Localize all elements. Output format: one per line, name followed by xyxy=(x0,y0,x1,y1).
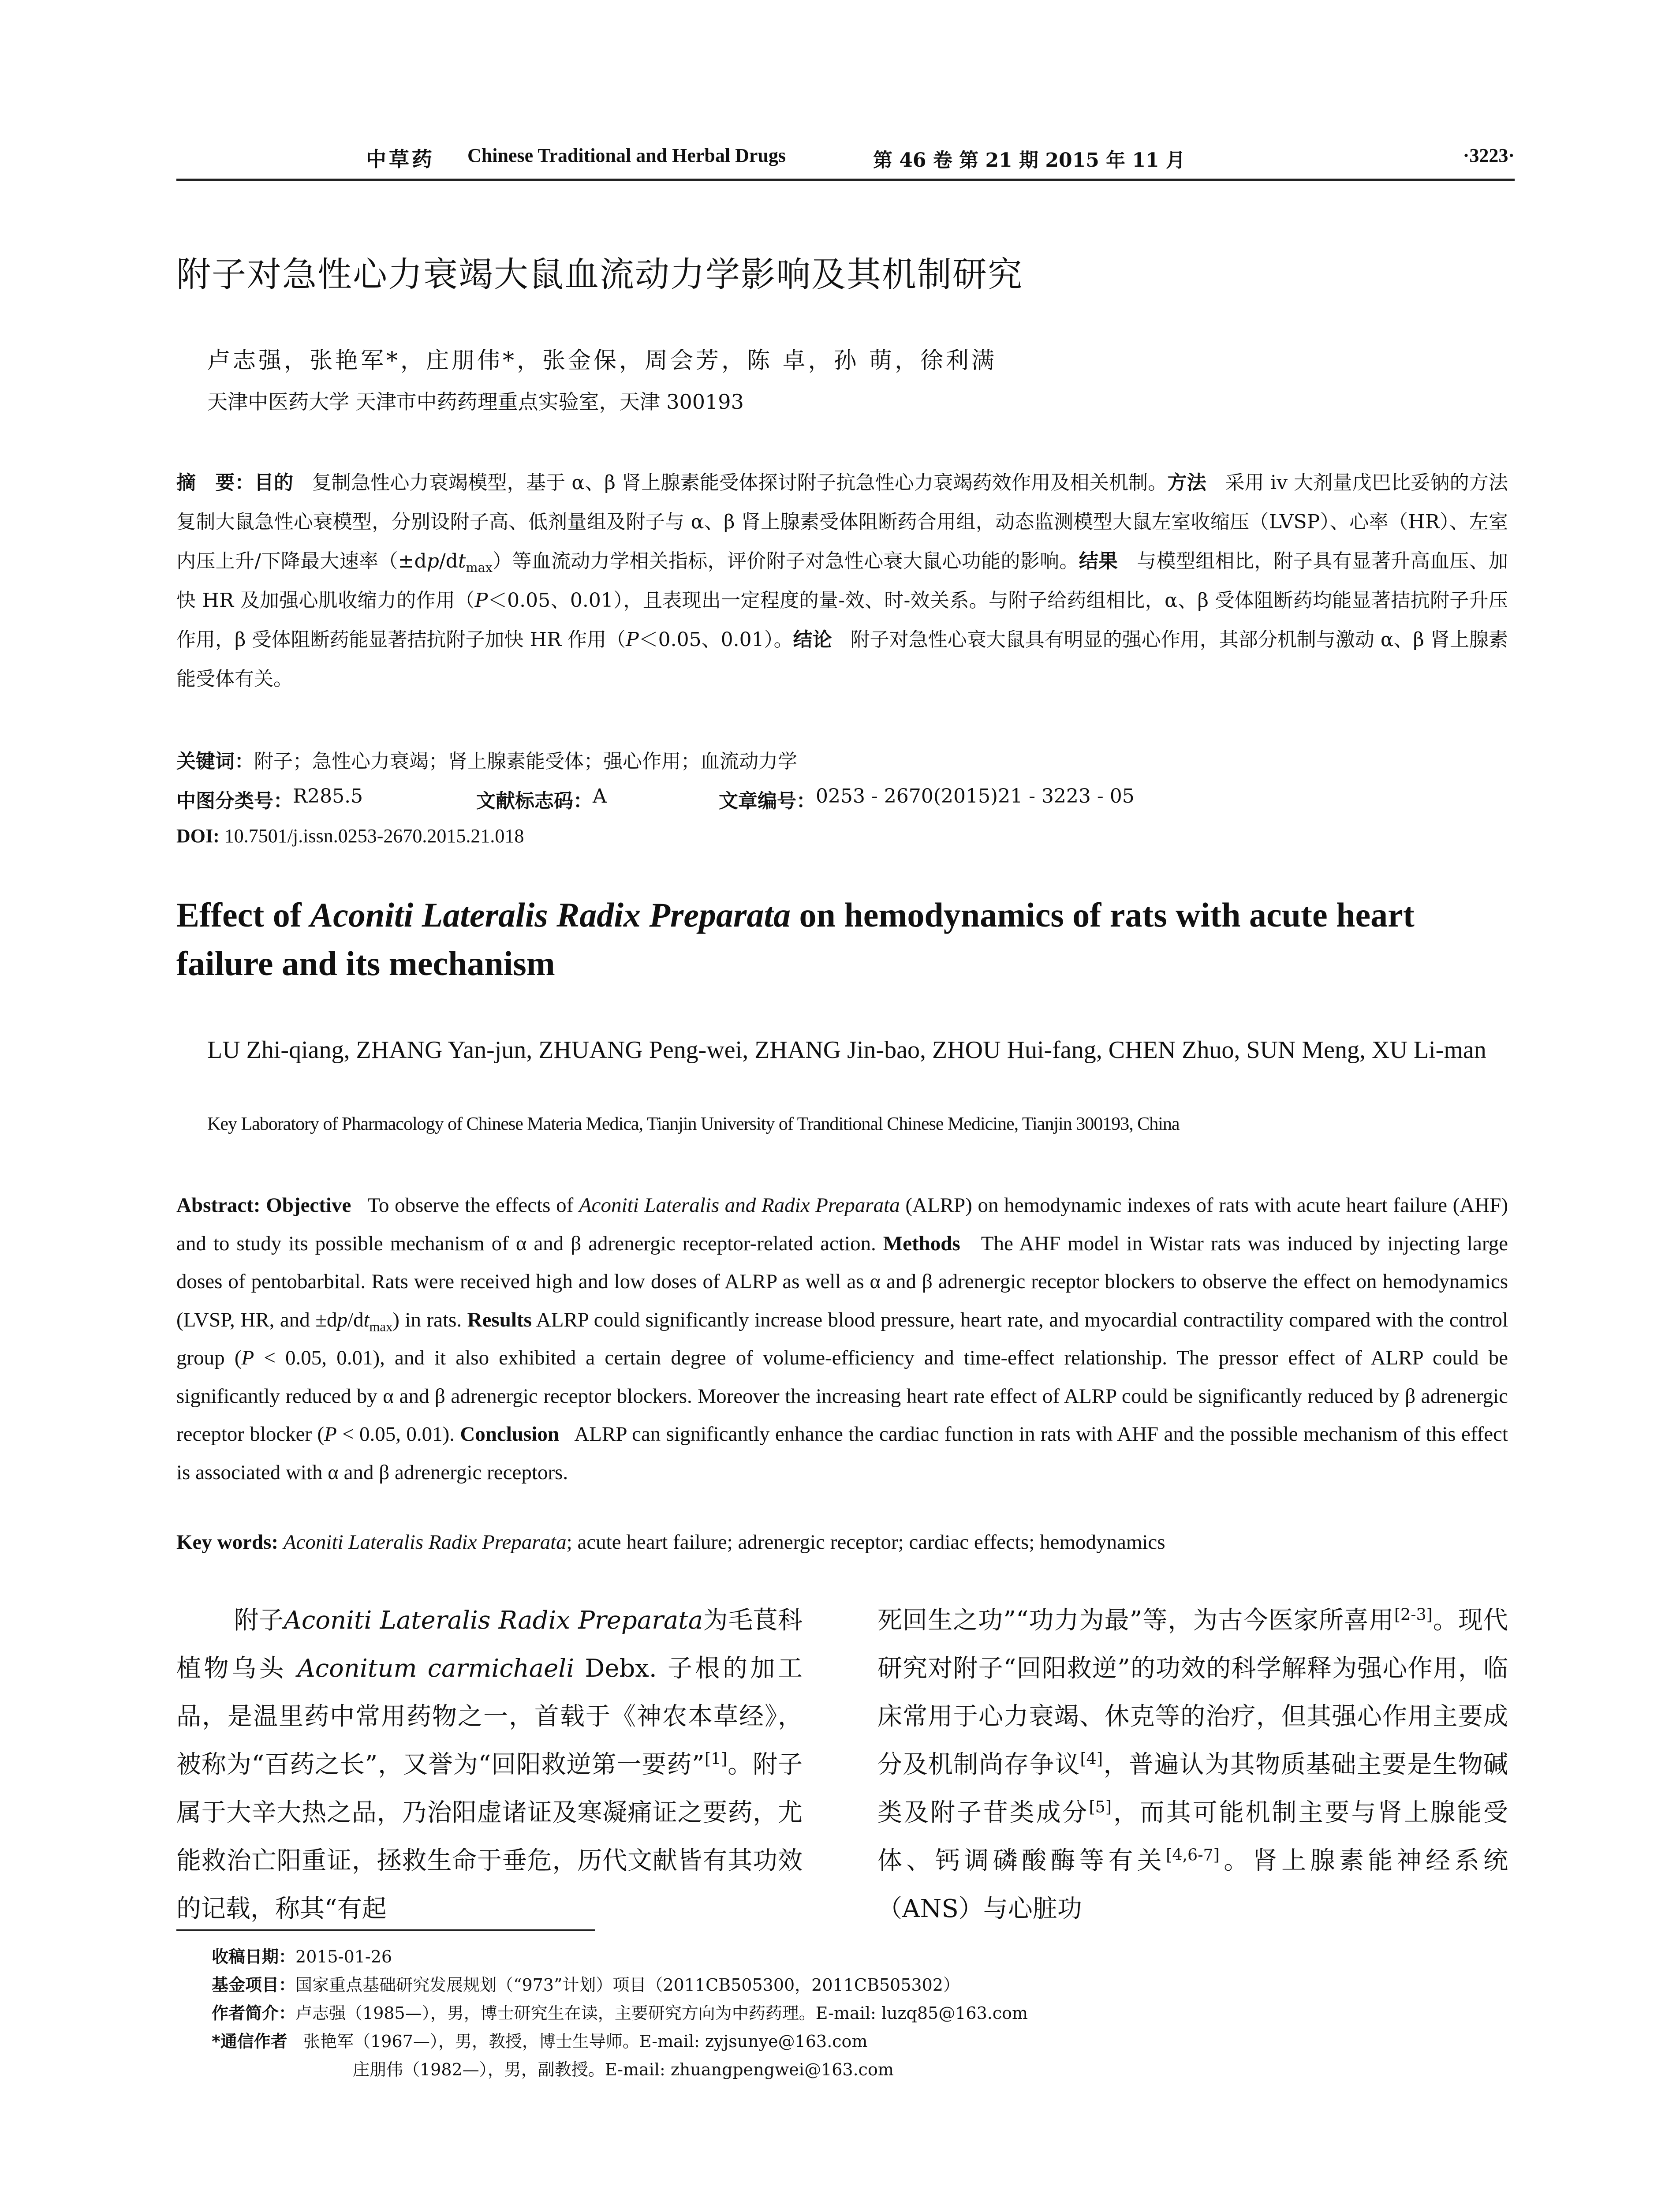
corr-author-1: 张艳军（1967—），男，教授，博士生导师。E-mail: zyjsunye@163.com xyxy=(303,2032,868,2051)
abstract-en xyxy=(176,1186,1508,1491)
body-column-right xyxy=(877,1596,1508,1933)
methods-label-en: Methods xyxy=(883,1232,960,1255)
body-left-d: 。附子属于大辛大热之品，乃治阳虚诸证及寒凝痛证之要药，尤能救治亡阳重证，拯救生命于垂危，历代文献皆有其功效的记载，称其“有起 xyxy=(176,1750,803,1923)
methods-cn-slash: /d xyxy=(439,550,458,572)
methods-en-a: The AHF model in Wistar rats was induced by injecting large doses of pentobarbital. Rats were received high and low doses of ALRP as well as α and β adrenergic receptor blockers to observe the effect on hemodynamics (LVSP, HR, and ±d xyxy=(176,1232,1508,1331)
results-en-c: < 0.05, 0.01). xyxy=(336,1423,455,1446)
journal-name-en: Chinese Traditional and Herbal Drugs xyxy=(467,145,786,166)
body-right-d: ，而其可能机制主要与肾上腺能受体、钙调磷酸酶等有关 xyxy=(877,1798,1508,1875)
objective-label-cn: 目的 xyxy=(254,471,294,494)
conclusion-label-en: Conclusion xyxy=(460,1423,559,1446)
results-cn-p1: P xyxy=(474,589,488,612)
body-right-a: 死回生之功”“功力为最”等，为古今医家所喜用 xyxy=(877,1606,1394,1635)
abstract-cn-label: 摘 要： xyxy=(176,471,254,494)
keywords-cn-text: 附子；急性心力衰竭；肾上腺素能受体；强心作用；血流动力学 xyxy=(254,750,797,773)
bio-label: 作者简介： xyxy=(212,2003,296,2023)
title-en-italic: Aconiti Lateralis Radix Preparata xyxy=(310,896,791,934)
keywords-cn xyxy=(176,745,1508,774)
body-column-left xyxy=(176,1596,803,1933)
paper-title-en xyxy=(176,891,1517,988)
doc-code-label: 文献标志码： xyxy=(476,790,593,812)
authors-cn: 卢志强，张艳军*，庄朋伟*，张金保，周会芳，陈 卓，孙 萌，徐利满 xyxy=(207,348,997,374)
footnotes xyxy=(212,1943,1517,2084)
results-cn-p2: P xyxy=(626,628,639,651)
results-cn-b: ＜0.05、0.01），且表现出一定程度的量-效、时-效关系。与附子给药组相比，α、β 受体阻断药均能显著拮抗附子升压作用，β 受体阻断药能显著拮抗附子加快 HR 作用（ xyxy=(176,589,1508,651)
footnote-fund xyxy=(212,1971,1517,1999)
keywords-en-italic: Aconiti Lateralis Radix Preparata xyxy=(283,1531,567,1554)
corr-label: *通信作者 xyxy=(212,2032,287,2051)
objective-en-italic: Aconiti Lateralis and Radix Preparata xyxy=(579,1194,900,1217)
footnote-bio xyxy=(212,1999,1517,2027)
doi-label: DOI: xyxy=(176,825,220,847)
methods-label-cn: 方法 xyxy=(1167,471,1206,494)
objective-en-a: To observe the effects of xyxy=(367,1194,579,1217)
abstract-cn xyxy=(176,463,1508,699)
title-en-post: on hemodynamics of rats with acute heart failure and its mechanism xyxy=(176,896,1415,983)
methods-en-b: ) in rats. xyxy=(392,1308,462,1331)
results-en-p2: P xyxy=(324,1423,337,1446)
methods-cn-max: max xyxy=(466,560,493,575)
conclusion-label-cn: 结论 xyxy=(793,628,832,651)
results-label-cn: 结果 xyxy=(1079,550,1118,572)
body-right-b: 。现代研究对附子“回阳救逆”的功效的科学解释为强心作用，临床常用于心力衰竭、休克等的治疗，但其强心作用主要成分及机制尚存争议 xyxy=(877,1606,1508,1779)
conclusion-en: ALRP can significantly enhance the cardiac function in rats with AHF and the possible mechanism of this effect is associated with α and β adrenergic receptors. xyxy=(176,1423,1508,1484)
body-left-latin1: Aconiti Lateralis Radix Preparata xyxy=(284,1606,703,1635)
affiliation-en: Key Laboratory of Pharmacology of Chinese Materia Medica, Tianjin University of Tranditional Chinese Medicine, Tianjin 300193, China xyxy=(207,1114,1180,1134)
results-en-b: < 0.05, 0.01), and it also exhibited a certain degree of volume-efficiency and time-effect relationship. The pressor effect of ALRP could be significantly reduced by α and β adrenergic receptor blockers. Moreover the increasing heart rate effect of ALRP could be significantly reduced by β adrenergic receptor blocker ( xyxy=(176,1346,1508,1446)
body-left-a: 附子 xyxy=(234,1606,284,1635)
results-cn-c: ＜0.05、0.01）。 xyxy=(638,628,793,651)
doc-code-value: A xyxy=(593,785,607,807)
methods-en-t: t xyxy=(363,1308,370,1331)
received-label: 收稿日期： xyxy=(212,1947,296,1966)
body-left-b: 为毛茛科植物乌头 xyxy=(176,1606,803,1683)
results-cn-a: 与模型组相比，附子具有显著升高血压、加快 HR 及加强心肌收缩力的作用（ xyxy=(176,550,1508,612)
paper-title-cn: 附子对急性心力衰竭大鼠血流动力学影响及其机制研究 xyxy=(176,255,1023,295)
citation-4-6-7[interactable]: [4,6-7] xyxy=(1166,1845,1220,1865)
objective-en-b: (ALRP) on hemodynamic indexes of rats with acute heart failure (AHF) and to study its possible mechanism of α and β adrenergic receptor-related action. xyxy=(176,1194,1508,1255)
body-left-latin2: Aconitum carmichaeli xyxy=(297,1654,575,1683)
body-right-c: ，普遍认为其物质基础主要是生物碱类及附子苷类成分 xyxy=(877,1750,1508,1827)
clc-value: R285.5 xyxy=(293,785,363,807)
objective-cn: 复制急性心力衰竭模型，基于 α、β 肾上腺素能受体探讨附子抗急性心力衰竭药效作用及相关机制。 xyxy=(312,471,1168,494)
footnote-divider xyxy=(176,1929,595,1931)
doi-value[interactable]: 10.7501/j.issn.0253-2670.2015.21.018 xyxy=(224,825,524,847)
running-header xyxy=(176,143,1515,181)
results-en-a: ALRP could significantly increase blood pressure, heart rate, and myocardial contractility compared with the control group ( xyxy=(176,1308,1508,1369)
clc-label: 中图分类号： xyxy=(176,790,293,812)
body-left-c: Debx. 子根的加工品，是温里药中常用药物之一，首载于《神农本草经》，被称为“百药之长”，又誉为“回阳救逆第一要药” xyxy=(176,1654,803,1779)
authors-en: LU Zhi-qiang, ZHANG Yan-jun, ZHUANG Peng-wei, ZHANG Jin-bao, ZHOU Hui-fang, CHEN Zhuo, SUN Meng, XU Li-man xyxy=(207,1036,1486,1064)
bio-text: 卢志强（1985—），男，博士研究生在读，主要研究方向为中药药理。E-mail: luzq85@163.com xyxy=(295,2003,1028,2023)
methods-cn-a: 采用 iv 大剂量戊巴比妥钠的方法复制大鼠急性心衰模型，分别设附子高、低剂量组及附子与 α、β 肾上腺素受体阻断药合用组，动态监测模型大鼠左室收缩压（LVSP）、心率（HR）、左室内压上升/下降最大速率（±d xyxy=(176,471,1508,572)
citation-1[interactable]: [1] xyxy=(704,1749,728,1768)
footnote-received xyxy=(212,1943,1517,1971)
journal-name-cn: 中草药 xyxy=(366,147,435,171)
methods-en-slash: /d xyxy=(347,1308,364,1331)
page-number: ·3223· xyxy=(1463,145,1515,166)
citation-5[interactable]: [5] xyxy=(1089,1797,1112,1816)
citation-4[interactable]: [4] xyxy=(1080,1749,1103,1768)
fund-label: 基金项目： xyxy=(212,1975,296,1995)
abstract-en-label: Abstract: Objective xyxy=(176,1194,351,1217)
body-right-e: 。肾上腺素能神经系统（ANS）与心脏功 xyxy=(877,1846,1508,1923)
doi-line xyxy=(176,825,524,847)
citation-2-3[interactable]: [2-3] xyxy=(1394,1605,1433,1624)
title-en-pre: Effect of xyxy=(176,896,310,934)
received-date: 2015-01-26 xyxy=(295,1947,392,1966)
footnote-corresponding xyxy=(212,2027,1517,2056)
results-label-en: Results xyxy=(467,1308,532,1331)
fund-text: 国家重点基础研究发展规划（“973”计划）项目（2011CB505300，2011CB505302） xyxy=(295,1975,960,1995)
article-no-label: 文章编号： xyxy=(719,790,816,812)
results-en-p1: P xyxy=(241,1346,254,1369)
keywords-cn-label: 关键词： xyxy=(176,750,254,773)
methods-en-max: max xyxy=(369,1319,393,1334)
corr-author-2: 庄朋伟（1982—），男，副教授。E-mail: zhuangpengwei@163.com xyxy=(353,2060,894,2079)
methods-cn-t: t xyxy=(458,550,466,572)
methods-cn-p: p xyxy=(426,550,439,572)
article-no-value: 0253 - 2670(2015)21 - 3223 - 05 xyxy=(816,785,1135,807)
methods-cn-b: ）等血流动力学相关指标，评价附子对急性心衰大鼠心功能的影响。 xyxy=(492,550,1079,572)
journal-issue: 第 46 卷 第 21 期 2015 年 11 月 xyxy=(873,149,1186,172)
keywords-en-label: Key words: xyxy=(176,1531,279,1554)
keywords-en-rest: ; acute heart failure; adrenergic receptor; cardiac effects; hemodynamics xyxy=(566,1531,1165,1554)
footnote-corresponding-2 xyxy=(212,2056,1517,2084)
conclusion-cn: 附子对急性心衰大鼠具有明显的强心作用，其部分机制与激动 α、β 肾上腺素能受体有关。 xyxy=(176,628,1508,690)
methods-en-p: p xyxy=(337,1308,348,1331)
affiliation-cn: 天津中医药大学 天津市中药药理重点实验室，天津 300193 xyxy=(207,390,744,414)
keywords-en xyxy=(176,1530,1517,1554)
